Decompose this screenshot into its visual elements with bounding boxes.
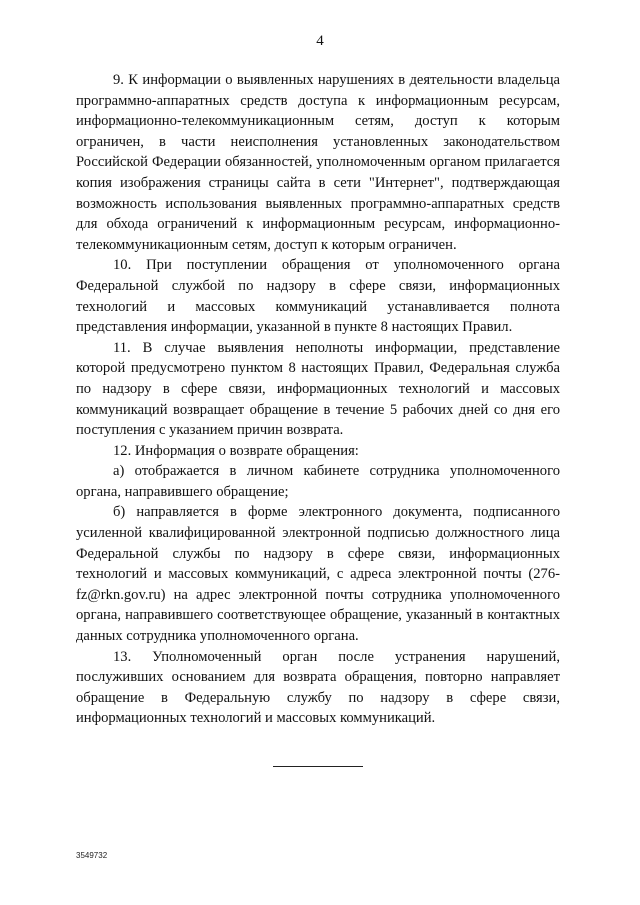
paragraph-10: 10. При поступлении обращения от уполномоченного органа Федеральной службой по надзору в сфере связи, информационных технологий и массовых коммуникаций устанавливается полнота представления информации, указанной в пункте 8 настоящих Правил. <box>76 257 560 336</box>
end-divider <box>273 766 363 767</box>
paragraph-11: 11. В случае выявления неполноты информации, представление которой предусмотрено пунктом 8 настоящих Правил, Федеральная служба по надзору в сфере связи, информационных технологий и массовых коммуникаций возвращает обращение в течение 5 рабочих дней со дня его поступления с указанием причин возврата. <box>76 339 560 439</box>
paragraph-9: 9. К информации о выявленных нарушениях в деятельности владельца программно-аппаратных средств доступа к информационным ресурсам, информационно-телекоммуникационным сетям, доступ к которым ограничен, в части неисполнения установленных законодательством Российской Федерации обязанностей, уполномоченным органом прилагается копия изображения страницы сайта в сети "Интернет", подтверждающая возможность использования выявленных программно-аппаратных средств для обхода ограничений к информационным ресурсам, информационно-телекоммуникационным сетям, доступ к которым ограничен. <box>76 72 560 253</box>
paragraph-12: 12. Информация о возврате обращения: <box>113 442 359 459</box>
page-number: 4 <box>316 33 324 49</box>
document-code: 3549732 <box>76 851 108 860</box>
paragraph-12a: а) отображается в личном кабинете сотрудника уполномоченного органа, направившего обращение; <box>76 463 560 500</box>
paragraph-12b: б) направляется в форме электронного документа, подписанного усиленной квалифицированной электронной подписью должностного лица Федеральной службы по надзору в сфере связи, информационных технологий и массовых коммуникаций, с адреса электронной почты (276-fz@rkn.gov.ru) на адрес электронной почты сотрудника уполномоченного органа, направившего соответствующее обращение, указанный в контактных данных сотрудника уполномоченного органа. <box>76 504 560 645</box>
document-body <box>76 70 560 729</box>
paragraph-13: 13. Уполномоченный орган после устранения нарушений, послуживших основанием для возврата обращения, повторно направляет обращение в Федеральную службу по надзору в сфере связи, информационных технологий и массовых коммуникаций. <box>76 648 560 727</box>
